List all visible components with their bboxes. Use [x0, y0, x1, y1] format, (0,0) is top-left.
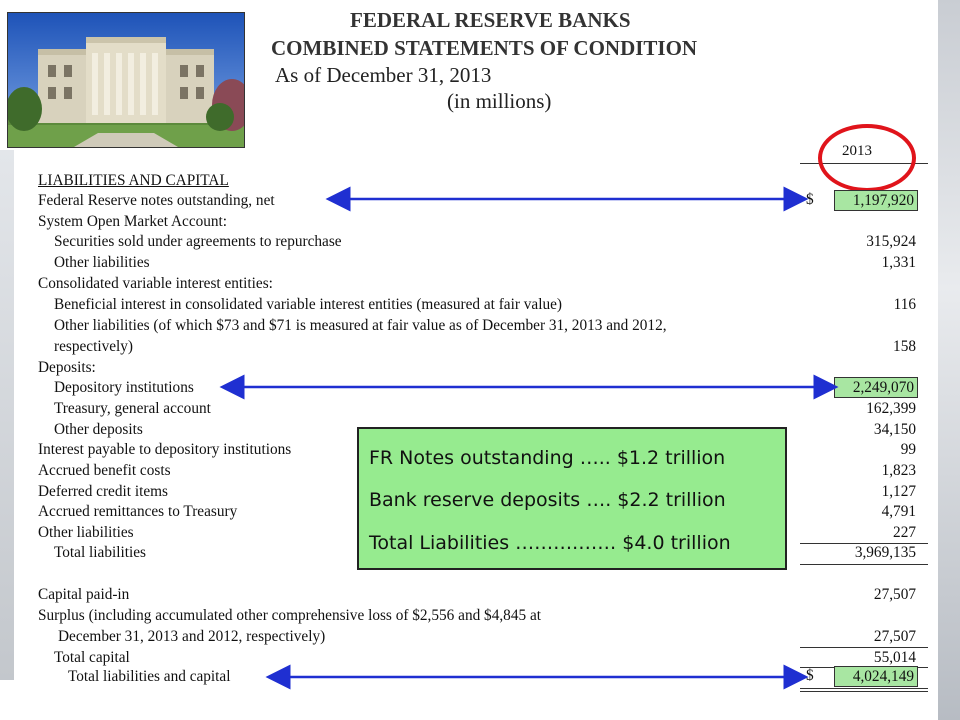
row-label: Total liabilities: [54, 544, 146, 561]
currency-symbol: $: [806, 667, 814, 684]
statement-title-line2: COMBINED STATEMENTS OF CONDITION: [271, 36, 698, 60]
row-label: Capital paid-in: [38, 586, 130, 603]
row-value: 158: [893, 338, 916, 355]
callout-line-total: Total Liabilities ……….…… $4.0 trillion: [369, 532, 731, 554]
row-value: 27,507: [873, 586, 916, 603]
row-value: 227: [893, 524, 916, 541]
row-value: 99: [900, 441, 916, 458]
row-label: System Open Market Account:: [38, 213, 228, 230]
row-label: Deferred credit items: [38, 483, 168, 500]
row-value: 34,150: [873, 421, 916, 438]
row-value-highlighted: 2,249,070: [834, 377, 918, 398]
row-value: 1,823: [881, 462, 916, 479]
row-label: Total liabilities and capital: [68, 668, 231, 685]
row-label: Total capital: [54, 649, 130, 666]
row-value: 116: [893, 296, 916, 313]
callout-line-fr-notes: FR Notes outstanding ….. $1.2 trillion: [369, 447, 726, 469]
row-label: Deposits:: [38, 359, 96, 376]
statement-units: (in millions): [447, 89, 552, 113]
row-value-total: 55,014: [873, 649, 916, 666]
row-value: 162,399: [866, 400, 916, 417]
row-label: Accrued benefit costs: [38, 462, 171, 479]
row-value: 4,791: [881, 503, 916, 520]
row-label: Beneficial interest in consolidated variable interest entities (measured at fair value): [54, 296, 562, 313]
section-title: LIABILITIES AND CAPITAL: [38, 172, 229, 189]
row-label: Other deposits: [54, 421, 143, 438]
row-value-total: 3,969,135: [854, 544, 916, 561]
row-value-highlighted: 4,024,149: [834, 666, 918, 687]
statement-date: As of December 31, 2013: [275, 63, 492, 87]
row-label: Securities sold under agreements to repurchase: [54, 233, 342, 250]
row-label: Accrued remittances to Treasury: [38, 503, 238, 520]
row-value: 1,127: [881, 483, 916, 500]
callout-line-reserves: Bank reserve deposits …. $2.2 trillion: [369, 489, 726, 511]
row-label: Other liabilities (of which $73 and $71 is measured at fair value as of December 31, 2013 and 2012,: [54, 317, 667, 334]
row-value: 27,507: [873, 628, 916, 645]
row-label: Other liabilities: [54, 254, 150, 271]
row-label: Depository institutions: [54, 379, 194, 396]
row-value-highlighted: 1,197,920: [834, 190, 918, 211]
row-value: 315,924: [866, 233, 916, 250]
row-label: Consolidated variable interest entities:: [38, 275, 273, 292]
row-label: Other liabilities: [38, 524, 134, 541]
column-year-header: 2013: [842, 143, 872, 159]
row-label: December 31, 2013 and 2012, respectively): [58, 628, 326, 645]
row-label: Surplus (including accumulated other comprehensive loss of $2,556 and $4,845 at: [38, 607, 541, 624]
row-value: 1,331: [881, 254, 916, 271]
currency-symbol: $: [806, 191, 814, 208]
row-label: Federal Reserve notes outstanding, net: [38, 192, 275, 209]
row-label: Treasury, general account: [54, 400, 211, 417]
row-label: Interest payable to depository institutions: [38, 441, 292, 458]
statement-title-line1: FEDERAL RESERVE BANKS: [350, 8, 631, 32]
row-label: respectively): [54, 338, 133, 355]
summary-callout-box: [357, 427, 787, 570]
